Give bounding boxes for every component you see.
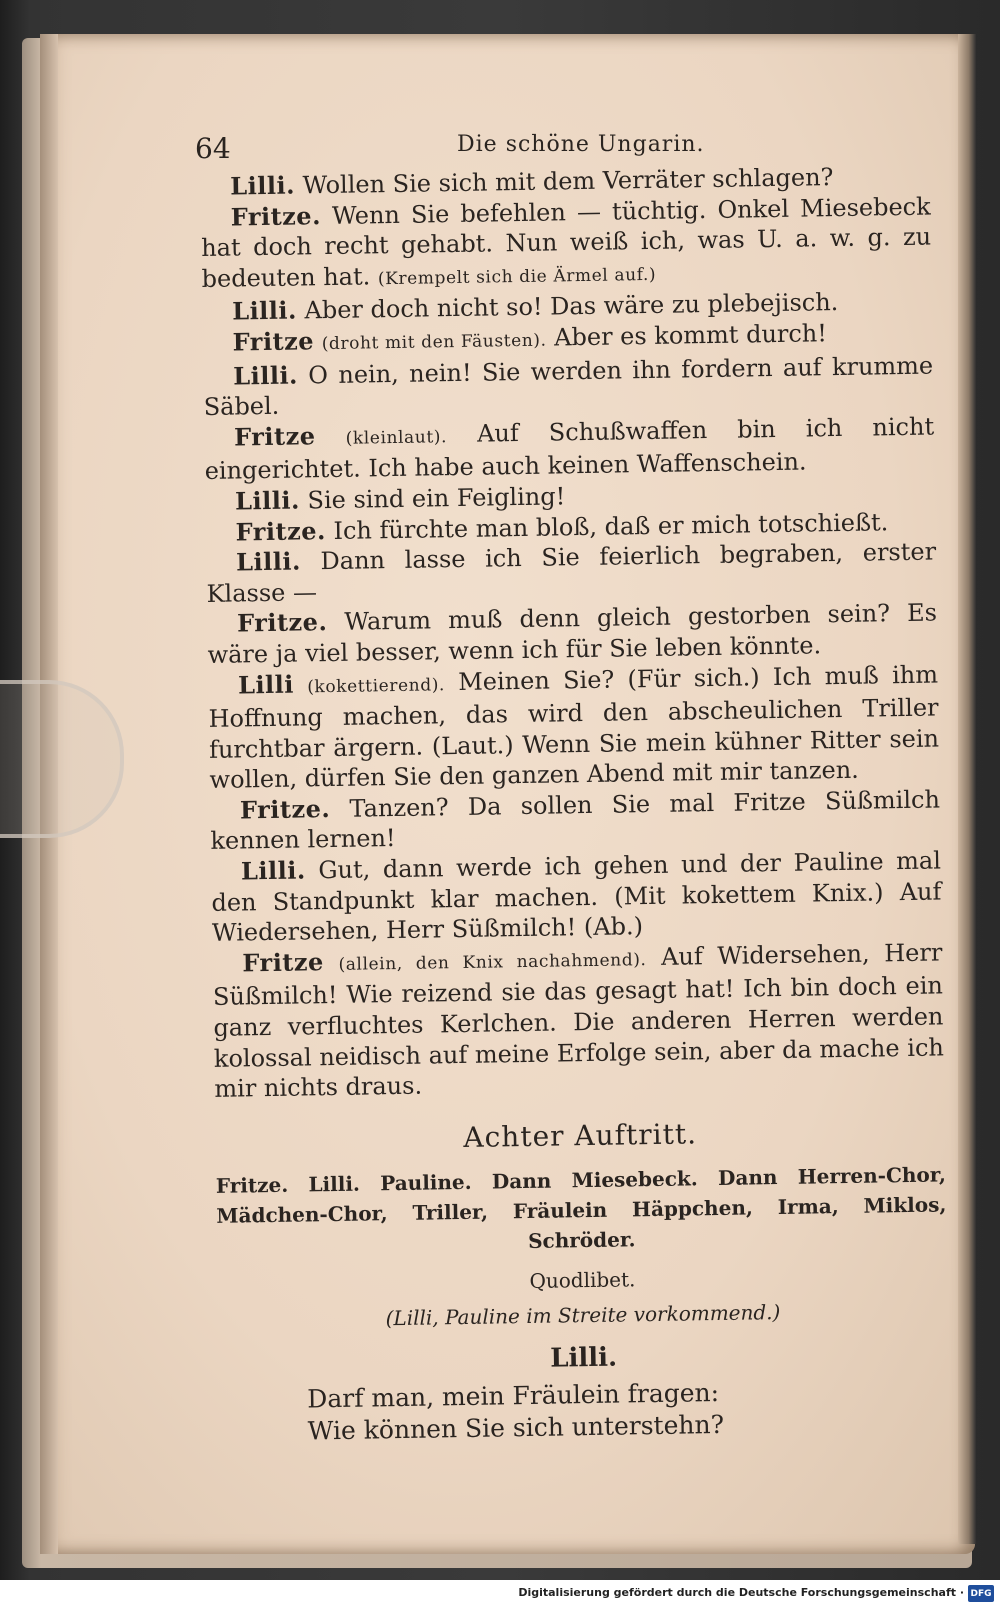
dialogue-paragraph bbox=[212, 937, 944, 1104]
dialogue-text: O nein, nein! Sie werden ihn fordern auf krumme Säbel. bbox=[203, 351, 934, 422]
dialogue-text: Tanzen? Da sollen Sie mal Fritze Süßmilch kennen lernen! bbox=[210, 785, 941, 856]
speaker-name: Fritze. bbox=[239, 793, 331, 825]
running-title: Die schöne Ungarin. bbox=[457, 132, 705, 157]
stage-direction: (kleinlaut). bbox=[345, 426, 448, 449]
page-right-edge bbox=[958, 34, 976, 1544]
speaker-name: Lilli bbox=[237, 669, 295, 699]
page-number: 64 bbox=[195, 132, 231, 165]
page-body bbox=[200, 161, 950, 1449]
dfg-logo-icon: DFG bbox=[968, 1585, 994, 1602]
dialogue-paragraph bbox=[210, 784, 941, 857]
speaker-name: Lilli. bbox=[229, 170, 296, 201]
stage-direction: (kokettierend). bbox=[307, 674, 446, 697]
speaker-name: Fritze. bbox=[230, 200, 322, 232]
verse-line: Darf man, mein Fräulein fragen: bbox=[307, 1378, 720, 1414]
dialogue-text: Wollen Sie sich mit dem Verräter schlagen? bbox=[302, 163, 834, 200]
speaker-name: Fritze bbox=[232, 326, 315, 357]
stage-direction: (allein, den Knix nachahmend). bbox=[338, 949, 647, 975]
quodlibet-label: Quodlibet. bbox=[529, 1267, 636, 1294]
dialogue-text: Aber doch nicht so! Das wäre zu plebejisch. bbox=[304, 288, 839, 325]
dialogue-text: Ich fürchte man bloß, daß er mich totschießt. bbox=[333, 507, 889, 545]
footer-credit: Digitalisierung gefördert durch die Deutsche Forschungsgemeinschaft · bbox=[518, 1586, 964, 1599]
dialogue-text: Dann lasse ich Sie feierlich begraben, erster Klasse — bbox=[206, 537, 937, 608]
speaker-name: Lilli. bbox=[235, 546, 302, 577]
dialogue-text: Wenn Sie befehlen — tüchtig. Onkel Miesebeck hat doch recht gehabt. Nun weiß ich, was U. a. w. g. zu bedeuten hat. bbox=[200, 192, 932, 293]
dialogue-paragraph bbox=[211, 846, 942, 949]
dialogue-paragraph bbox=[208, 659, 940, 796]
singer-name: Lilli. bbox=[550, 1342, 618, 1374]
speaker-name: Lilli. bbox=[231, 295, 298, 326]
speaker-name: Lilli. bbox=[240, 855, 306, 886]
dialogue-paragraphs bbox=[200, 161, 945, 1105]
dialogue-paragraph bbox=[204, 411, 935, 487]
speaker-name: Fritze bbox=[233, 420, 316, 452]
cast-list: Fritze. Lilli. Pauline. Dann Miesebeck. Dann Herren-Chor, Mädchen-Chor, Triller, Fräulein Häppchen, Irma, Miklos, Schröder. bbox=[215, 1162, 947, 1254]
dialogue-paragraph bbox=[206, 537, 937, 610]
digitization-footer bbox=[0, 1580, 1000, 1609]
dialogue-text: Meinen Sie? (Für sich.) Ich muß ihm Hoffnung machen, das wird den abscheulichen Triller furchtbar ärgern. (Laut.) Wenn Sie mein kühner Ritter sein wollen, dürfen Sie den ganzen Abend mit mir tanzen. bbox=[208, 659, 940, 795]
dialogue-paragraph bbox=[207, 598, 938, 671]
dialogue-text: Sie sind ein Feigling! bbox=[307, 482, 566, 515]
dialogue-paragraph bbox=[203, 350, 934, 423]
speaker-name: Fritze. bbox=[235, 515, 327, 547]
verse-line: Wie können Sie sich unterstehn? bbox=[307, 1410, 725, 1446]
dialogue-text: Auf Widersehen, Herr Süßmilch! Wie reizend sie das gesagt hat! Ich bin doch ein ganz verfluchtes Kerlchen. Die anderen Herren werden kolossal neidisch auf meine Erfolge sein, aber da mache ich mir nichts draus. bbox=[212, 938, 945, 1104]
stage-direction: (Krempelt sich die Ärmel auf.) bbox=[377, 264, 657, 289]
dialogue-text: Gut, dann werde ich gehen und der Pauline mal den Standpunkt klar machen. (Mit kokettem Knix.) Auf Wiedersehen, Herr Süßmilch! (Ab.) bbox=[211, 846, 942, 948]
speaker-name: Fritze bbox=[242, 946, 325, 978]
speaker-name: Lilli. bbox=[232, 360, 299, 391]
speaker-name: Lilli. bbox=[234, 485, 301, 516]
dialogue-text: Warum muß denn gleich gestorben sein? Es wäre ja viel besser, wenn ich für Sie leben könnte. bbox=[207, 598, 938, 669]
dialogue-text: Auf Schußwaffen bin ich nicht eingerichtet. Ich habe auch keinen Waffenschein. bbox=[204, 412, 935, 486]
stage-direction: (droht mit den Fäusten). bbox=[321, 330, 547, 355]
dialogue-paragraph bbox=[200, 191, 931, 297]
dialogue-text: Aber es kommt durch! bbox=[553, 319, 828, 352]
scene-heading: Achter Auftritt. bbox=[463, 1117, 698, 1154]
stage-direction: (Lilli, Pauline im Streite vorkommend.) bbox=[385, 1300, 781, 1331]
speaker-name: Fritze. bbox=[236, 607, 328, 638]
